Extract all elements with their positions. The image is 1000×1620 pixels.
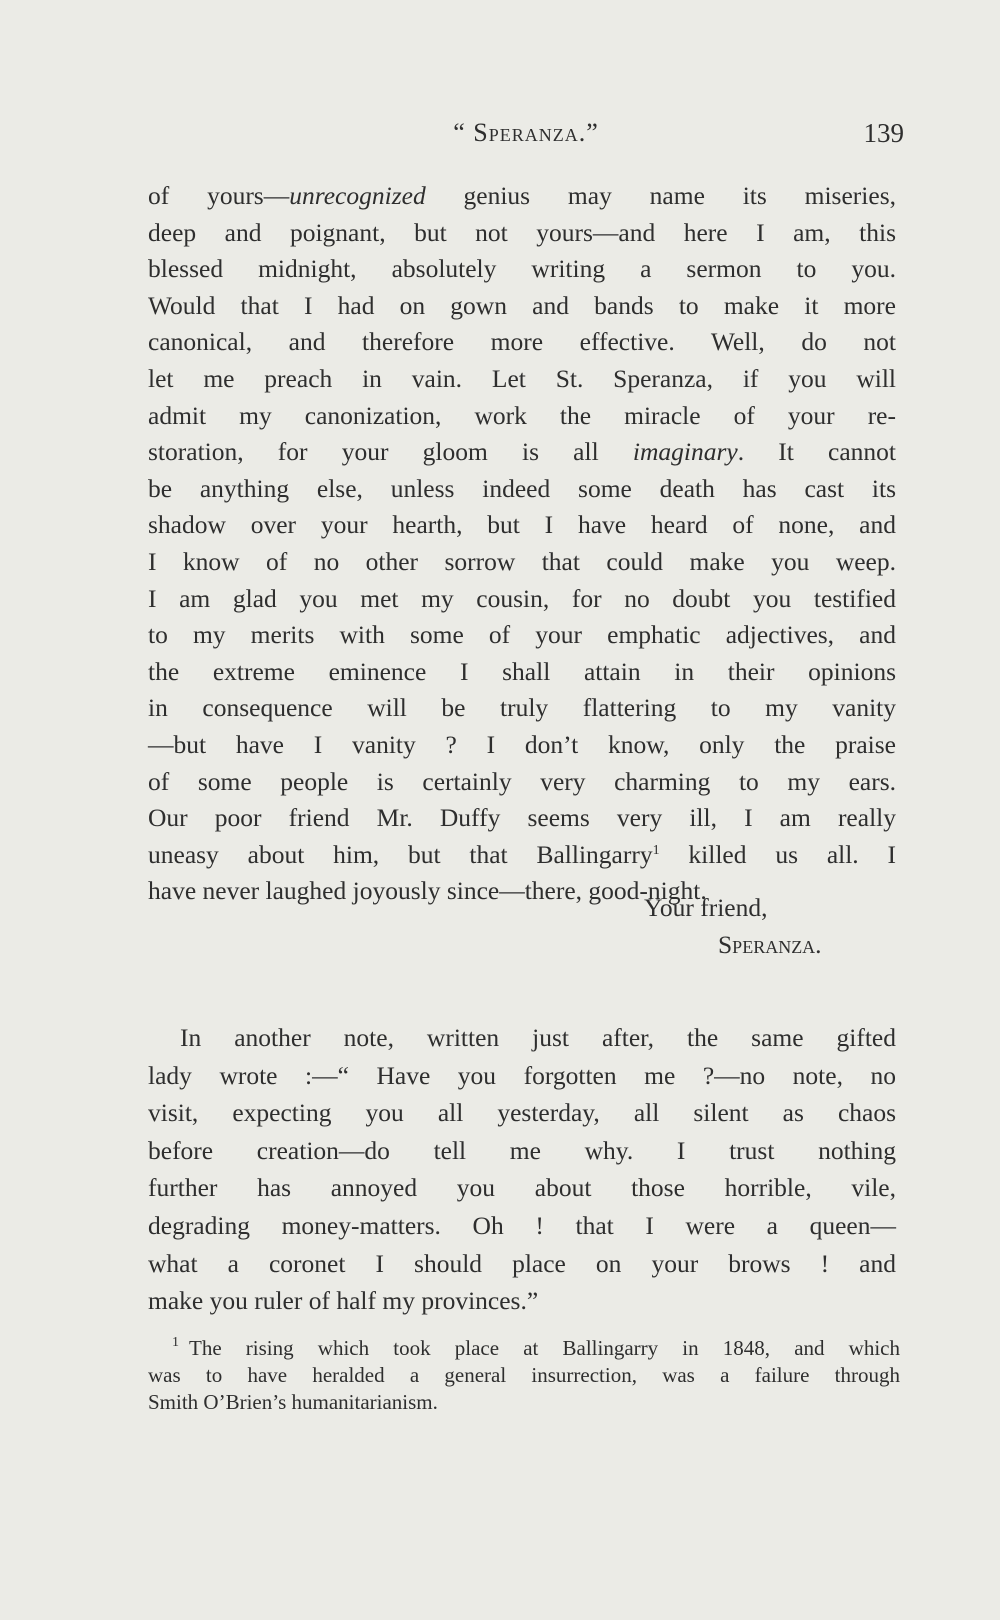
body-line: be anything else, unless indeed some death has cast its — [148, 473, 896, 503]
body-line: in consequence will be truly flattering to my vanity — [148, 693, 896, 723]
paragraph-line: visit, expecting you all yesterday, all silent as chaos — [148, 1098, 896, 1128]
body-line: of some people is certainly very charming to my ears. — [148, 766, 896, 796]
valediction: Your friend, — [644, 893, 768, 922]
footnote-reference: 1 — [652, 842, 660, 858]
paragraph-line: before creation—do tell me why. I trust nothing — [148, 1135, 896, 1165]
body-line: I am glad you met my cousin, for no doubt you testified — [148, 583, 896, 613]
body-line: have never laughed joyously since—there, good-night. — [148, 876, 707, 906]
paragraph-line: what a coronet I should place on your brows ! and — [148, 1248, 896, 1278]
footnote-line: $^1$ The rising which took place at Ballingarry in 1848, and which — [172, 1335, 900, 1360]
paragraph-line: lady wrote :—“ Have you forgotten me ?—no note, no — [148, 1060, 896, 1090]
footnote-line: was to have heralded a general insurrection, was a failure through — [148, 1363, 900, 1387]
signature: Speranza. — [718, 930, 822, 959]
body-line: canonical, and therefore more effective. Well, do not — [148, 327, 896, 357]
body-line: —but have I vanity ? I don’t know, only the praise — [148, 730, 896, 759]
body-line: blessed midnight, absolutely writing a sermon to you. — [148, 254, 896, 284]
body-line: the extreme eminence I shall attain in their opinions — [148, 656, 896, 686]
paragraph-line: make you ruler of half my provinces.” — [148, 1286, 539, 1316]
body-line: let me preach in vain. Let St. Speranza, if you will — [148, 364, 896, 393]
footnote-line: Smith O’Brien’s humanitarianism. — [148, 1390, 438, 1414]
italic-word: unrecognized — [289, 181, 426, 210]
body-line: to my merits with some of your emphatic adjectives, and — [148, 620, 896, 650]
paragraph-line: further has annoyed you about those horrible, vile, — [148, 1173, 896, 1203]
running-head — [148, 118, 904, 158]
body-line: deep and poignant, but not yours—and here I am, this — [148, 217, 896, 247]
paragraph-line: degrading money-matters. Oh ! that I were a queen— — [148, 1211, 896, 1240]
body-line: shadow over your hearth, but I have heard of none, and — [148, 510, 896, 540]
body-line: I know of no other sorrow that could make you weep. — [148, 547, 896, 576]
body-line: uneasy about him, but that Ballingarry$^1$ killed us all. I — [148, 839, 896, 869]
body-line: of yours—unrecognized genius may name its miseries, — [148, 181, 896, 210]
italic-word: imaginary — [632, 437, 738, 467]
paragraph-line: In another note, written just after, the same gifted — [180, 1023, 896, 1052]
body-line: Would that I had on gown and bands to make it more — [148, 290, 896, 320]
body-line: Our poor friend Mr. Duffy seems very ill, I am really — [148, 803, 896, 833]
page-number: 139 — [863, 118, 904, 148]
body-line: admit my canonization, work the miracle of your re- — [148, 400, 896, 430]
body-line: storation, for your gloom is all imaginary. It cannot — [148, 437, 896, 467]
footnote-marker: 1 — [172, 1335, 179, 1350]
running-title: “ Speranza.” — [453, 118, 599, 147]
